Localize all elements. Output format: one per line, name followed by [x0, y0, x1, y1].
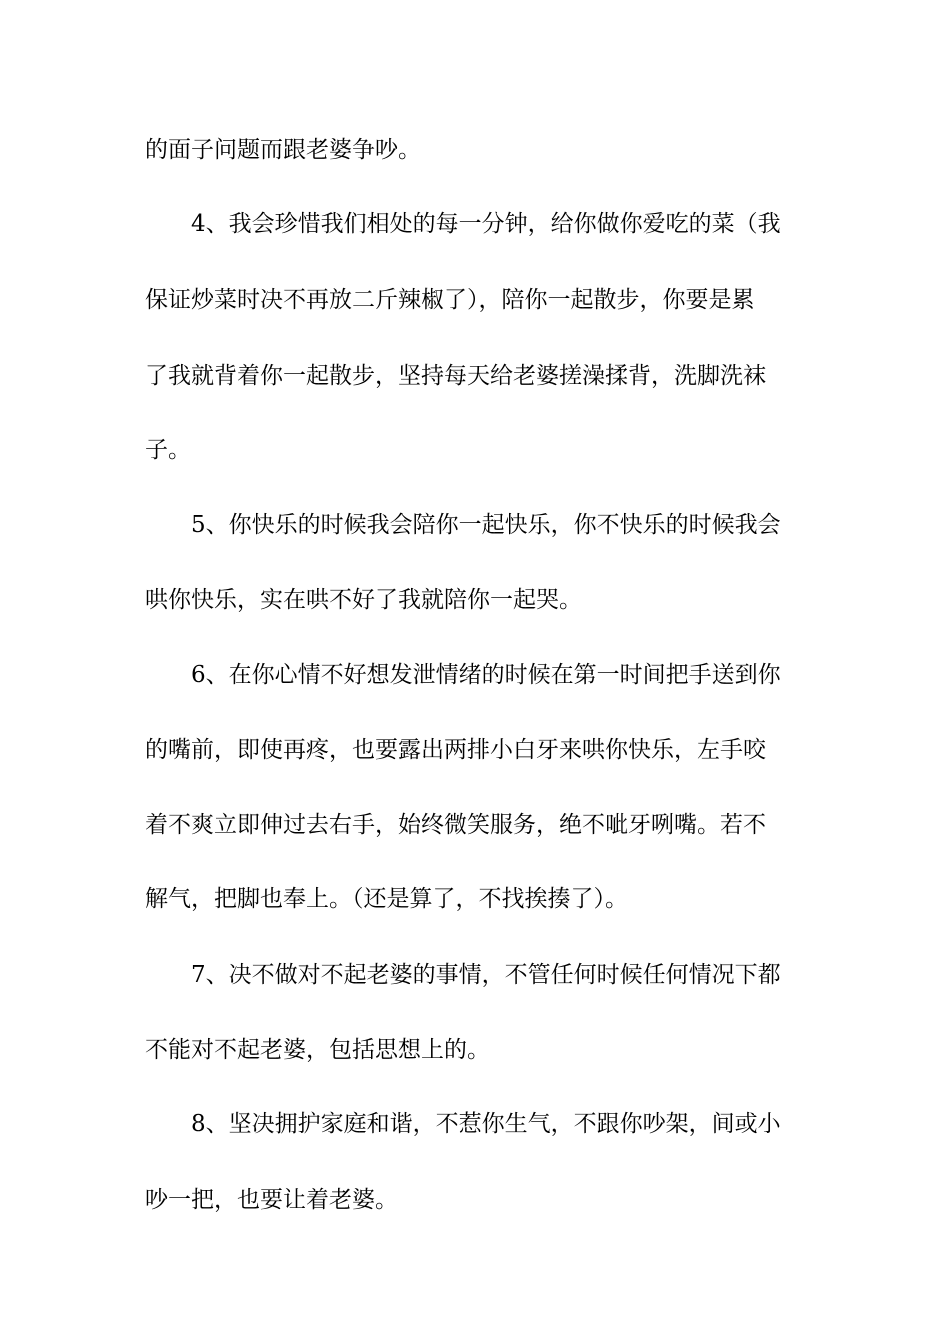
- paragraph-4-line-2: 保证炒菜时决不再放二斤辣椒了），陪你一起散步，你要是累: [145, 287, 755, 313]
- paragraph-6-line-3: 着不爽立即伸过去右手，始终微笑服务，绝不呲牙咧嘴。若不: [145, 812, 766, 838]
- paragraph-4-line-1: 4、我会珍惜我们相处的每一分钟，给你做你爱吃的菜（我: [191, 211, 781, 237]
- paragraph-6-line-1: 6、在你心情不好想发泄情绪的时候在第一时间把手送到你: [191, 662, 781, 688]
- paragraph-4-line-4: 子。: [145, 437, 191, 463]
- text-line: 的面子问题而跟老婆争吵。: [145, 137, 421, 163]
- paragraph-6-line-4: 解气，把脚也奉上。（还是算了，不找挨揍了）。: [145, 886, 628, 912]
- paragraph-7-line-1: 7、决不做对不起老婆的事情，不管任何时候任何情况下都: [191, 962, 781, 988]
- paragraph-7-line-2: 不能对不起老婆，包括思想上的。: [145, 1037, 490, 1063]
- paragraph-5-line-1: 5、你快乐的时候我会陪你一起快乐，你不快乐的时候我会: [191, 512, 781, 538]
- paragraph-8-line-1: 8、坚决拥护家庭和谐，不惹你生气，不跟你吵架，间或小: [191, 1111, 781, 1137]
- paragraph-6-line-2: 的嘴前，即使再疼，也要露出两排小白牙来哄你快乐，左手咬: [145, 737, 766, 763]
- paragraph-4-line-3: 了我就背着你一起散步，坚持每天给老婆搓澡揉背，洗脚洗袜: [145, 363, 766, 389]
- paragraph-8-line-2: 吵一把，也要让着老婆。: [145, 1187, 398, 1213]
- paragraph-5-line-2: 哄你快乐，实在哄不好了我就陪你一起哭。: [145, 587, 582, 613]
